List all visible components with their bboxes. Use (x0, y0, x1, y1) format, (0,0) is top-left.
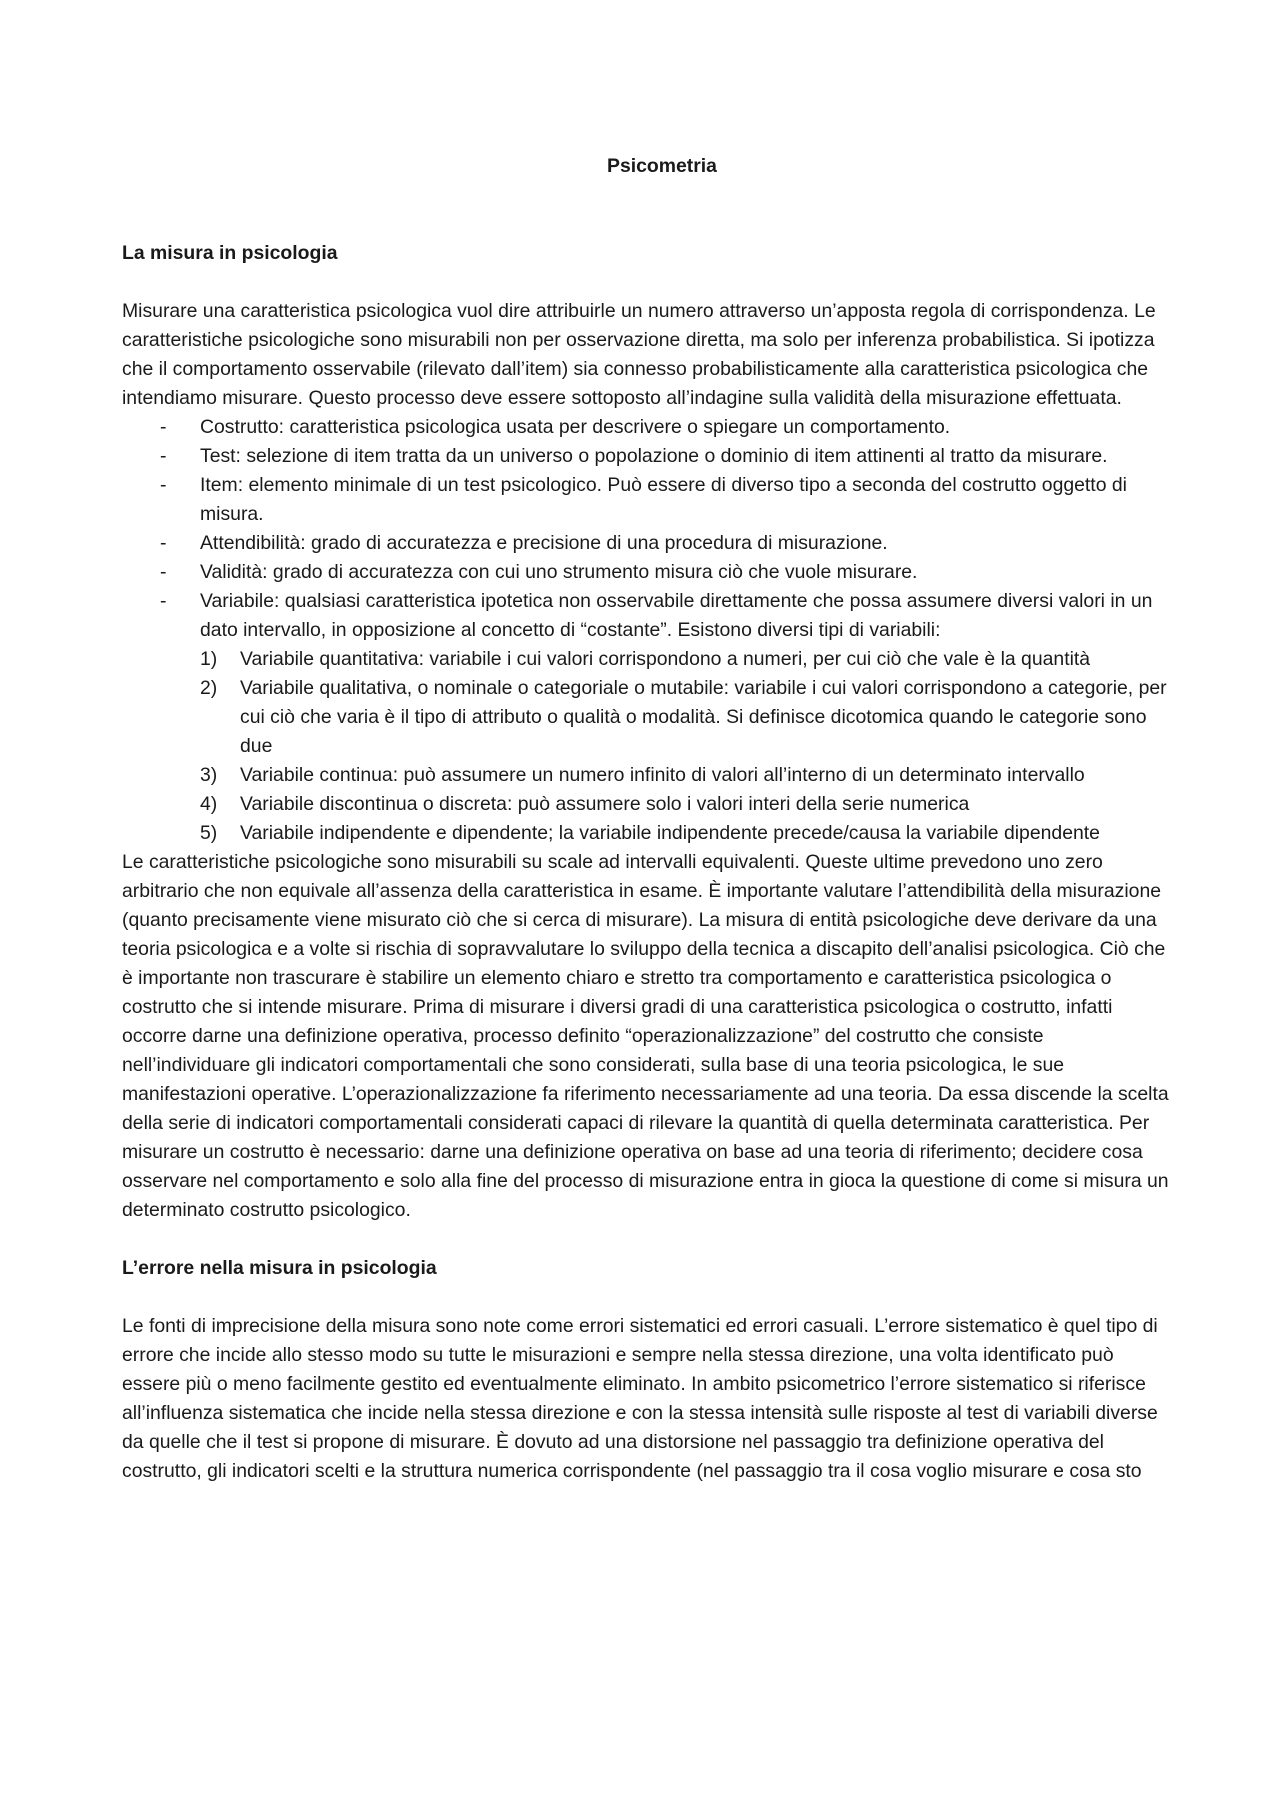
variable-type-item (200, 761, 1172, 790)
variable-type-text: Variabile discontinua o discreta: può assumere solo i valori interi della serie numerica (240, 793, 970, 815)
definitions-list (122, 413, 1172, 848)
variable-type-item (200, 645, 1172, 674)
variable-type-number: 2) (200, 677, 218, 699)
section-heading-misura: La misura in psicologia (122, 242, 338, 264)
list-item-costrutto: - Costrutto: caratteristica psicologica usata per descrivere o spiegare un comportamento. (200, 413, 1172, 442)
variable-type-item (200, 790, 1172, 819)
section-heading-errore: L’errore nella misura in psicologia (122, 1257, 437, 1279)
variable-type-number: 1) (200, 648, 218, 670)
variable-type-text: Variabile indipendente e dipendente; la variabile indipendente precede/causa la variabile dipendente (240, 822, 1100, 844)
intro-paragraph: Misurare una caratteristica psicologica vuol dire attribuirle un numero attraverso un’apposta regola di corrispondenza. Le caratteristiche psicologiche sono misurabili non per osservazione diretta, ma solo per inferenza probabilistica. Si ipotizza che il comportamento osservabile (rilevato dall’item) sia connesso probabilisticamente alla caratteristica psicologica che intendiamo misurare. Questo processo deve essere sottoposto all’indagine sulla validità della misurazione effettuata. (122, 300, 1156, 409)
errore-paragraph: Le fonti di imprecisione della misura sono note come errori sistematici ed errori casuali. L’errore sistematico è quel tipo di errore che incide allo stesso modo su tutte le misurazioni e sempre nella stessa direzione, una volta identificato può essere più o meno facilmente gestito ed eventualmente eliminato. In ambito psicometrico l’errore sistematico si riferisce all’influenza sistematica che incide nella stessa direzione e con la stessa intensità sulle risposte al test di variabili diverse da quelle che il test si propone di misurare. È dovuto ad una distorsione nel passaggio tra definizione operativa del costrutto, gli indicatori scelti e la struttura numerica corrispondente (nel passaggio tra il cosa voglio misurare e cosa sto (122, 1315, 1158, 1482)
variable-type-text: Variabile qualitativa, o nominale o categoriale o mutabile: variabile i cui valori corrispondono a categorie, per cui ciò che varia è il tipo di attributo o qualità o modalità. Si definisce dicotomica quando le categorie sono due (240, 677, 1167, 757)
variabile-definition: Variabile: qualsiasi caratteristica ipotetica non osservabile direttamente che possa assumere diversi valori in un dato intervallo, in opposizione al concetto di “costante”. Esistono diversi tipi di variabili: (200, 590, 1153, 641)
variable-type-item (200, 819, 1172, 848)
list-item-test: - Test: selezione di item tratta da un universo o popolazione o dominio di item attinenti al tratto da misurare. (200, 442, 1172, 471)
variable-type-number: 3) (200, 764, 218, 786)
list-item-validita: - Validità: grado di accuratezza con cui uno strumento misura ciò che vuole misurare. (200, 558, 1172, 587)
variable-type-text: Variabile continua: può assumere un numero infinito di valori all’interno di un determinato intervallo (240, 764, 1085, 786)
variable-type-number: 5) (200, 822, 218, 844)
document-body (122, 152, 1172, 1486)
page-title: Psicometria (607, 155, 717, 177)
variable-type-item (200, 674, 1172, 761)
variable-type-text: Variabile quantitativa: variabile i cui valori corrispondono a numeri, per cui ciò che vale è la quantità (240, 648, 1091, 670)
list-item-attendibilita: - Attendibilità: grado di accuratezza e precisione di una procedura di misurazione. (200, 529, 1172, 558)
variable-types-list (200, 645, 1172, 848)
conclusion-paragraph: Le caratteristiche psicologiche sono misurabili su scale ad intervalli equivalenti. Queste ultime prevedono uno zero arbitrario che non equivale all’assenza della caratteristica in esame. È importante valutare l’attendibilità della misurazione (quanto precisamente viene misurato ciò che si cerca di misurare). La misura di entità psicologiche deve derivare da una teoria psicologica e a volte si rischia di sopravvalutare lo sviluppo della tecnica a discapito dell’analisi psicologica. Ciò che è importante non trascurare è stabilire un elemento chiaro e stretto tra comportamento e caratteristica psicologica o costrutto che si intende misurare. Prima di misurare i diversi gradi di una caratteristica psicologica o costrutto, infatti occorre darne una definizione operativa, processo definito “operazionalizzazione” del costrutto che consiste nell’individuare gli indicatori comportamentali che sono considerati, sulla base di una teoria psicologica, le sue manifestazioni operative. L’operazionalizzazione fa riferimento necessariamente ad una teoria. Da essa discende la scelta della serie di indicatori comportamentali considerati capaci di rilevare la quantità di quella determinata caratteristica. Per misurare un costrutto è necessario: darne una definizione operativa on base ad una teoria di riferimento; decidere cosa osservare nel comportamento e solo alla fine del processo di misurazione entra in gioca la questione di come si misura un determinato costrutto psicologico. (122, 851, 1169, 1221)
list-item-variabile (200, 587, 1172, 848)
variable-type-number: 4) (200, 793, 218, 815)
list-item-item: - Item: elemento minimale di un test psicologico. Può essere di diverso tipo a seconda del costrutto oggetto di misura. (200, 471, 1172, 529)
